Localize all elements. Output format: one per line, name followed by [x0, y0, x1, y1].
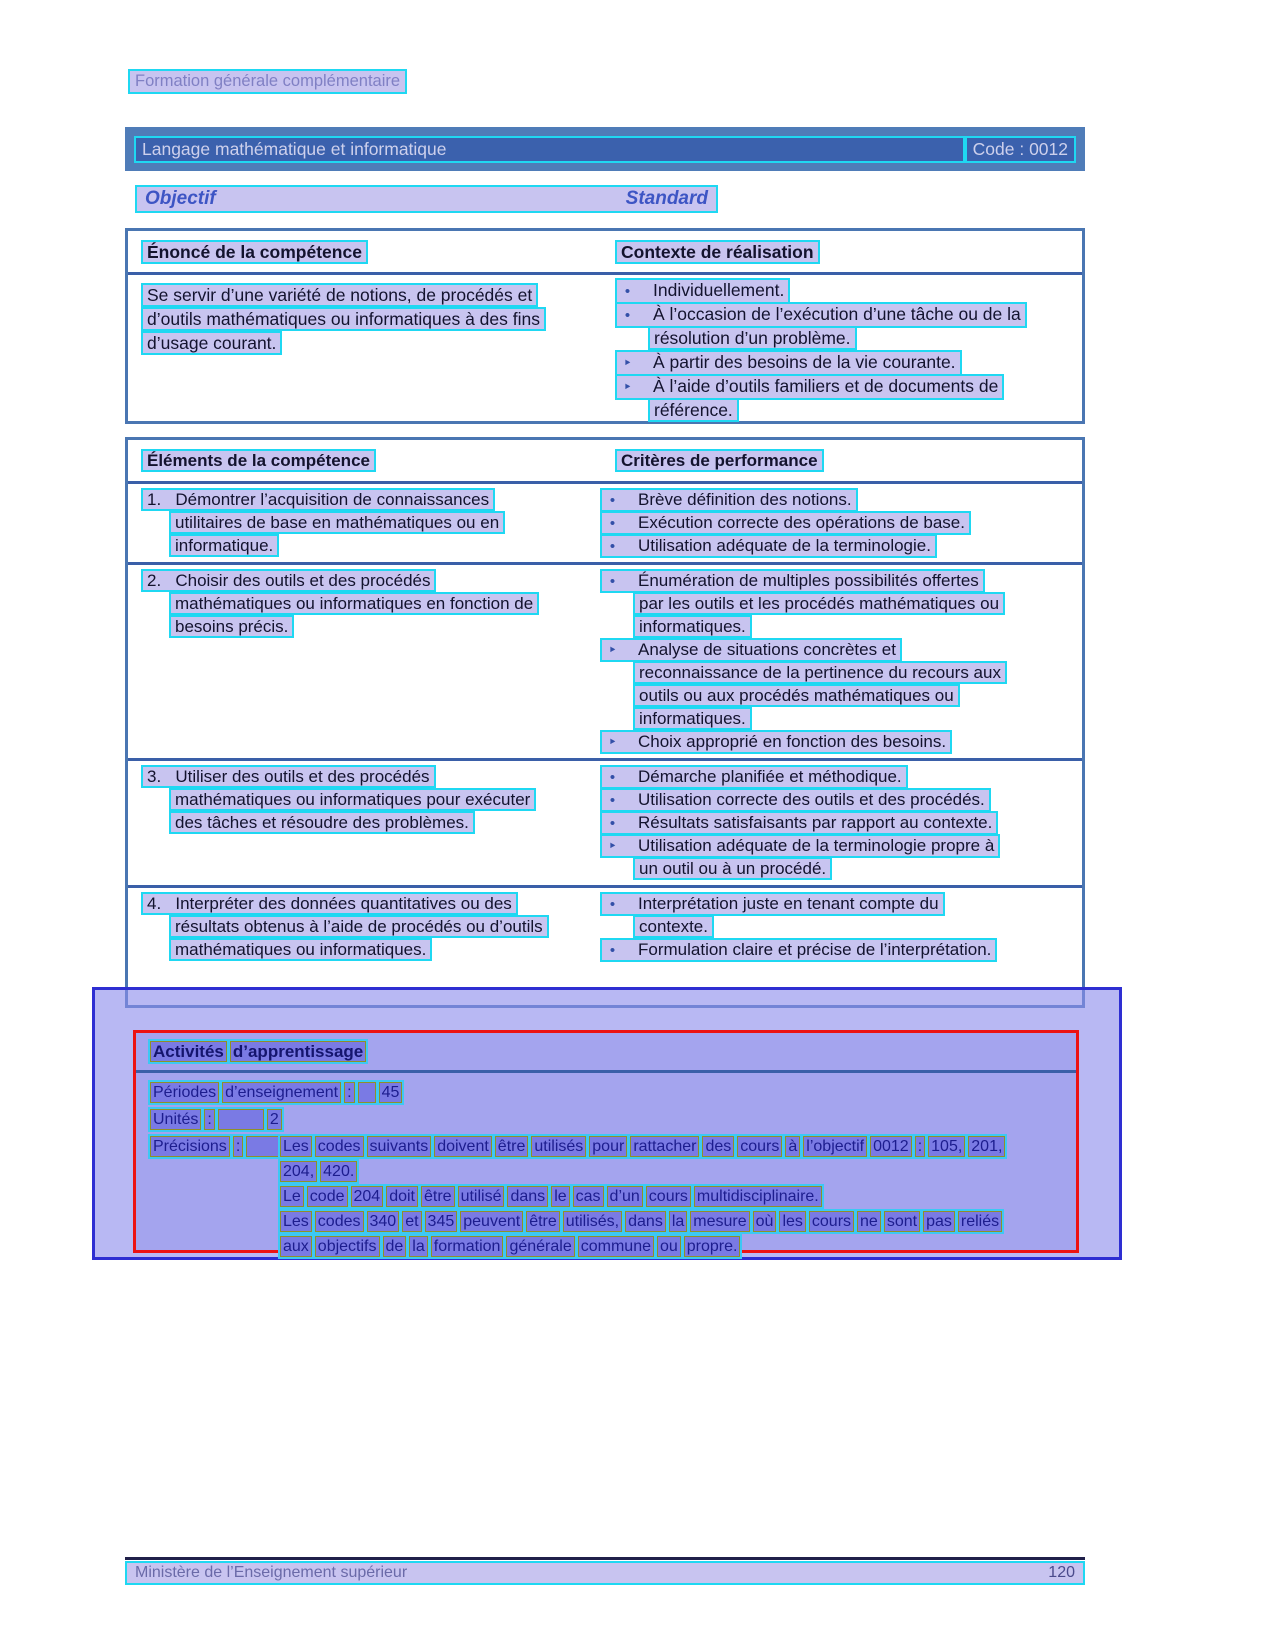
highlighted-line: d’outils mathématiques ou informatiques à des fins	[141, 307, 546, 331]
ocr-word: des	[702, 1136, 734, 1157]
text-line	[600, 278, 1082, 302]
ocr-word: formation	[431, 1236, 504, 1257]
highlighted-line: besoins précis.	[169, 615, 294, 638]
highlighted-line: 4. Interpréter des données quantitatives ou des	[141, 892, 518, 915]
arrow-bullet-icon: ‣	[608, 838, 617, 855]
activities-title-row	[148, 1039, 1066, 1066]
ocr-word: dans	[625, 1211, 666, 1232]
bullet-icon: •	[624, 283, 631, 300]
ocr-word: être	[526, 1211, 560, 1232]
arrow-bullet-icon: ‣	[623, 355, 632, 372]
ocr-word: cas	[573, 1186, 604, 1207]
elements-table-rows	[128, 484, 1082, 1005]
text-line	[141, 283, 600, 307]
highlighted-line: • Énumération de multiples possibilités offertes	[600, 569, 985, 593]
text-line	[169, 915, 600, 938]
precisions-line	[278, 1184, 1066, 1209]
text-line	[141, 569, 600, 592]
text-line	[600, 892, 1082, 915]
competence-table-header	[128, 231, 1082, 275]
highlighted-line: ‣ À l’aide d’outils familiers et de documents de	[615, 374, 1004, 400]
ocr-word: générale	[506, 1236, 574, 1257]
precisions-line	[278, 1209, 1066, 1234]
ocr-word: propre.	[684, 1236, 741, 1257]
ocr-word: 420.	[320, 1161, 357, 1182]
highlighted-line: Se servir d’une variété de notions, de procédés et	[141, 283, 538, 307]
arrow-bullet-icon: ‣	[608, 734, 617, 751]
element-cell	[128, 484, 600, 562]
ocr-word: mesure	[690, 1211, 749, 1232]
text-line	[169, 592, 600, 615]
criteria-cell	[600, 761, 1082, 885]
text-line	[600, 765, 1082, 788]
text-line	[633, 915, 1082, 938]
footer-ministry-label: Ministère de l’Enseignement supérieur	[135, 1564, 408, 1581]
highlighted-line: • À l’occasion de l’exécution d’une tâche ou de la	[615, 302, 1027, 328]
highlighted-line: 1. Démontrer l’acquisition de connaissances	[141, 488, 495, 511]
text-line	[633, 707, 1082, 730]
bullet-icon: •	[609, 573, 616, 590]
highlighted-line: • Exécution correcte des opérations de base.	[600, 511, 971, 535]
highlighted-line: un outil ou à un procédé.	[633, 857, 832, 880]
ocr-word: pas	[923, 1211, 955, 1232]
bullet-icon: •	[609, 492, 616, 509]
ocr-word: dans	[507, 1186, 548, 1207]
ocr-line	[148, 1134, 288, 1159]
text-line	[600, 834, 1082, 857]
bullet-icon: •	[609, 515, 616, 532]
header-cell-enonce: Énoncé de la compétence	[128, 240, 600, 264]
header-cell-elements: Éléments de la compétence	[128, 449, 600, 472]
precisions-line	[278, 1234, 1066, 1259]
bullet-icon: •	[624, 307, 631, 324]
elements-table-header	[128, 440, 1082, 484]
ocr-word: Les	[280, 1136, 312, 1157]
text-line	[633, 326, 1082, 350]
text-line	[169, 811, 600, 834]
bullet-icon: •	[609, 792, 616, 809]
ocr-word: Le	[280, 1186, 304, 1207]
ocr-word: sont	[884, 1211, 920, 1232]
ocr-word: 201,	[968, 1136, 1005, 1157]
highlighted-line: • Résultats satisfaisants par rapport au contexte.	[600, 811, 998, 835]
ocr-word: :	[344, 1082, 354, 1103]
highlighted-line: des tâches et résoudre des problèmes.	[169, 811, 475, 834]
ocr-word: d’apprentissage	[230, 1041, 366, 1062]
ocr-word: la	[669, 1211, 687, 1232]
ocr-word: 340	[367, 1211, 400, 1232]
header-cell-contexte: Contexte de réalisation	[600, 240, 1082, 264]
precisions-label	[148, 1134, 278, 1259]
activities-table	[133, 1030, 1079, 1253]
ocr-word: suivants	[367, 1136, 432, 1157]
text-line	[169, 615, 600, 638]
ocr-word: Précisions	[150, 1136, 230, 1157]
text-line	[169, 788, 600, 811]
ocr-word: d’un	[607, 1186, 643, 1207]
ocr-word: être	[495, 1136, 529, 1157]
ocr-word: :	[233, 1136, 243, 1157]
ocr-word: le	[551, 1186, 569, 1207]
text-line	[141, 488, 600, 511]
ocr-word: 2	[267, 1109, 282, 1130]
highlighted-line: ‣ À partir des besoins de la vie courante.	[615, 350, 962, 376]
highlighted-line: informatiques.	[633, 615, 752, 638]
ocr-word: d’enseignement	[222, 1082, 341, 1103]
highlighted-line: informatique.	[169, 534, 279, 557]
text-line	[169, 511, 600, 534]
ocr-word: cours	[737, 1136, 782, 1157]
ocr-word: à	[785, 1136, 800, 1157]
ocr-word: cours	[809, 1211, 854, 1232]
highlighted-line: ‣ Utilisation adéquate de la terminologie propre à	[600, 834, 1000, 858]
highlighted-line: référence.	[648, 398, 739, 422]
ocr-word: 204	[351, 1186, 384, 1207]
bullet-icon: •	[609, 815, 616, 832]
elements-table	[125, 437, 1085, 1008]
objective-label: Objectif	[145, 188, 216, 209]
highlighted-line: résolution d’un problème.	[648, 326, 857, 350]
text-line	[600, 534, 1082, 557]
text-line	[169, 534, 600, 557]
text-line	[600, 638, 1082, 661]
highlighted-line: mathématiques ou informatiques pour exécuter	[169, 788, 536, 811]
doc-category-label: Formation générale complémentaire	[128, 69, 407, 94]
ocr-word: 45	[379, 1082, 403, 1103]
activities-row	[148, 1080, 1066, 1107]
highlighted-line: résultats obtenus à l’aide de procédés ou d’outils	[169, 915, 549, 938]
text-line	[633, 684, 1082, 707]
ocr-word: :	[204, 1109, 214, 1130]
highlighted-line: mathématiques ou informatiques en fonction de	[169, 592, 539, 615]
arrow-bullet-icon: ‣	[608, 642, 617, 659]
highlighted-line: par les outils et les procédés mathématiques ou	[633, 592, 1005, 615]
text-line	[600, 374, 1082, 398]
ocr-word: reliés	[958, 1211, 1002, 1232]
ocr-word: Périodes	[150, 1082, 219, 1103]
ocr-word: doivent	[434, 1136, 492, 1157]
bullet-icon: •	[609, 769, 616, 786]
ocr-word: doit	[386, 1186, 418, 1207]
element-cell	[128, 565, 600, 758]
ocr-word: les	[779, 1211, 805, 1232]
ocr-word: 204,	[280, 1161, 317, 1182]
arrow-bullet-icon: ‣	[623, 379, 632, 396]
text-line	[141, 765, 600, 788]
ocr-gap	[358, 1082, 376, 1103]
ocr-line	[278, 1184, 824, 1209]
footer-rule	[125, 1557, 1085, 1560]
text-line	[600, 730, 1082, 753]
competence-table-body	[128, 275, 1082, 422]
ocr-word: peuvent	[460, 1211, 523, 1232]
ocr-word: où	[753, 1211, 777, 1232]
ocr-line	[278, 1209, 1004, 1234]
text-line	[600, 569, 1082, 592]
highlighted-line: d’usage courant.	[141, 331, 282, 355]
ocr-word: cours	[646, 1186, 691, 1207]
highlighted-line: • Utilisation correcte des outils et des procédés.	[600, 788, 991, 812]
course-header-bar	[125, 127, 1085, 171]
text-line	[633, 857, 1082, 880]
ocr-line	[148, 1080, 404, 1105]
criteria-cell	[600, 565, 1082, 758]
text-line	[600, 488, 1082, 511]
element-cell	[128, 761, 600, 885]
ocr-word: codes	[315, 1136, 364, 1157]
ocr-word: Unités	[150, 1109, 201, 1130]
footer-page-number: 120	[1048, 1564, 1075, 1581]
table-row	[128, 562, 1082, 758]
ocr-word: de	[383, 1236, 407, 1257]
ocr-word: commune	[578, 1236, 654, 1257]
precisions-content	[278, 1134, 1066, 1259]
ocr-gap	[218, 1109, 264, 1130]
ocr-word: être	[421, 1186, 455, 1207]
ocr-word: l’objectif	[803, 1136, 867, 1157]
highlighted-line: ‣ Analyse de situations concrètes et	[600, 638, 902, 662]
highlighted-line: informatiques.	[633, 707, 752, 730]
highlighted-line: 2. Choisir des outils et des procédés	[141, 569, 436, 592]
ocr-line	[278, 1159, 359, 1184]
ocr-line	[278, 1234, 742, 1259]
ocr-word: pour	[589, 1136, 627, 1157]
bullet-icon: •	[609, 942, 616, 959]
text-line	[633, 661, 1082, 684]
ocr-word: 105,	[928, 1136, 965, 1157]
activities-divider	[136, 1070, 1076, 1073]
highlighted-line: • Utilisation adéquate de la terminologie.	[600, 534, 937, 558]
precisions-line	[278, 1159, 1066, 1184]
header-cell-criteres: Critères de performance	[600, 449, 1082, 472]
highlighted-line: mathématiques ou informatiques.	[169, 938, 432, 961]
ocr-word: utilisés,	[563, 1211, 622, 1232]
ocr-word: Activités	[150, 1041, 227, 1062]
ocr-word: utilisés	[531, 1136, 586, 1157]
competence-statement-cell	[128, 275, 600, 422]
ocr-word: ou	[657, 1236, 681, 1257]
highlighted-line: contexte.	[633, 915, 714, 938]
highlighted-line: • Formulation claire et précise de l’interprétation.	[600, 938, 997, 962]
text-line	[633, 592, 1082, 615]
highlighted-line: • Démarche planifiée et méthodique.	[600, 765, 908, 789]
highlighted-line: outils ou aux procédés mathématiques ou	[633, 684, 960, 707]
text-line	[600, 811, 1082, 834]
bullet-icon: •	[609, 896, 616, 913]
table-row	[128, 484, 1082, 562]
text-line	[633, 398, 1082, 422]
ocr-word: Les	[280, 1211, 312, 1232]
course-title: Langage mathématique et informatique	[134, 136, 965, 163]
precisions-row	[148, 1134, 1066, 1259]
highlighted-line: • Interprétation juste en tenant compte du	[600, 892, 945, 916]
highlighted-line: ‣ Choix approprié en fonction des besoins.	[600, 730, 952, 754]
competence-table	[125, 228, 1085, 424]
footer	[125, 1561, 1085, 1585]
ocr-word: 0012	[870, 1136, 912, 1157]
ocr-line	[278, 1134, 1007, 1159]
ocr-word: codes	[315, 1211, 364, 1232]
ocr-word: et	[402, 1211, 421, 1232]
standard-label: Standard	[625, 188, 708, 209]
criteria-cell	[600, 484, 1082, 562]
text-line	[600, 302, 1082, 326]
text-line	[169, 938, 600, 961]
text-line	[141, 331, 600, 355]
ocr-word: aux	[280, 1236, 312, 1257]
ocr-line	[148, 1107, 284, 1132]
ocr-word: utilisé	[458, 1186, 505, 1207]
ocr-word: ne	[857, 1211, 881, 1232]
ocr-word: 345	[425, 1211, 458, 1232]
ocr-word: :	[915, 1136, 925, 1157]
text-line	[600, 511, 1082, 534]
text-line	[141, 307, 600, 331]
highlighted-line: • Individuellement.	[615, 278, 790, 304]
ocr-word: la	[409, 1236, 427, 1257]
text-line	[600, 788, 1082, 811]
precisions-line	[278, 1134, 1066, 1159]
table-row	[128, 758, 1082, 885]
ocr-word: code	[307, 1186, 348, 1207]
highlighted-line: reconnaissance de la pertinence du recours aux	[633, 661, 1007, 684]
ocr-word: rattacher	[630, 1136, 699, 1157]
text-line	[600, 350, 1082, 374]
text-line	[600, 938, 1082, 961]
highlighted-line: 3. Utiliser des outils et des procédés	[141, 765, 436, 788]
objective-standard-row	[135, 185, 718, 213]
ocr-line	[148, 1039, 368, 1064]
ocr-word: multidisciplinaire.	[694, 1186, 822, 1207]
highlighted-line: utilitaires de base en mathématiques ou en	[169, 511, 505, 534]
text-line	[633, 615, 1082, 638]
course-code: Code : 0012	[965, 136, 1076, 163]
activities-rows	[148, 1080, 1066, 1259]
text-line	[141, 892, 600, 915]
bullet-icon: •	[609, 538, 616, 555]
ocr-word: objectifs	[315, 1236, 380, 1257]
activities-row	[148, 1107, 1066, 1134]
highlighted-line: • Brève définition des notions.	[600, 488, 858, 512]
context-list-cell	[600, 275, 1082, 422]
